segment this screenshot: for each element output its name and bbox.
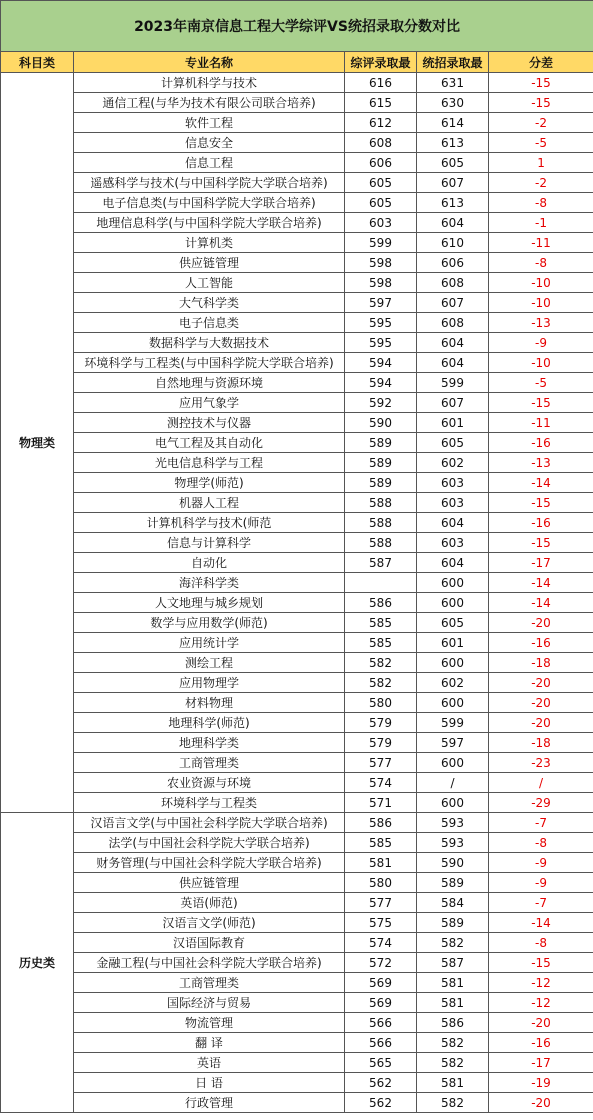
comprehensive-score-cell: 594 (345, 373, 417, 393)
unified-score-cell: 602 (417, 673, 489, 693)
major-name-cell: 供应链管理 (74, 253, 345, 273)
major-name-cell: 人工智能 (74, 273, 345, 293)
comprehensive-score-cell: 603 (345, 213, 417, 233)
table-row (1, 953, 593, 973)
major-name-cell: 人文地理与城乡规划 (74, 593, 345, 613)
table-row (1, 353, 593, 373)
score-difference-cell: -16 (489, 633, 593, 653)
unified-score-cell: 600 (417, 593, 489, 613)
comprehensive-score-cell: 566 (345, 1013, 417, 1033)
major-name-cell: 汉语国际教育 (74, 933, 345, 953)
score-difference-cell: -17 (489, 1053, 593, 1073)
comprehensive-score-cell: 572 (345, 953, 417, 973)
comprehensive-score-cell: 598 (345, 273, 417, 293)
comprehensive-score-cell: 589 (345, 473, 417, 493)
table-row (1, 653, 593, 673)
unified-score-cell: 613 (417, 193, 489, 213)
comprehensive-score-cell: 589 (345, 453, 417, 473)
unified-score-cell: 603 (417, 473, 489, 493)
table-row (1, 533, 593, 553)
unified-score-cell: 605 (417, 153, 489, 173)
score-difference-cell: -16 (489, 433, 593, 453)
unified-score-cell: 584 (417, 893, 489, 913)
table-row (1, 233, 593, 253)
table-row (1, 793, 593, 813)
major-name-cell: 信息工程 (74, 153, 345, 173)
unified-score-cell: 610 (417, 233, 489, 253)
score-difference-cell: -20 (489, 673, 593, 693)
table-row (1, 253, 593, 273)
table-row (1, 613, 593, 633)
comprehensive-score-cell: 606 (345, 153, 417, 173)
table-row (1, 433, 593, 453)
major-name-cell: 英语(师范) (74, 893, 345, 913)
table-row (1, 293, 593, 313)
comprehensive-score-cell: 588 (345, 533, 417, 553)
table-row (1, 553, 593, 573)
unified-score-cell: 604 (417, 553, 489, 573)
score-difference-cell: -11 (489, 413, 593, 433)
comprehensive-score-cell: 582 (345, 653, 417, 673)
table-row (1, 213, 593, 233)
table-row (1, 633, 593, 653)
comprehensive-score-cell: 566 (345, 1033, 417, 1053)
comprehensive-score-cell: 562 (345, 1093, 417, 1113)
major-name-cell: 地理科学类 (74, 733, 345, 753)
comprehensive-score-cell: 580 (345, 693, 417, 713)
table-row (1, 1013, 593, 1033)
unified-score-cell: 582 (417, 1093, 489, 1113)
unified-score-cell: 600 (417, 753, 489, 773)
major-name-cell: 应用物理学 (74, 673, 345, 693)
unified-score-cell: 590 (417, 853, 489, 873)
header-unified-score: 统招录取最 (417, 52, 489, 73)
major-name-cell: 遥感科学与技术(与中国科学院大学联合培养) (74, 173, 345, 193)
major-name-cell: 供应链管理 (74, 873, 345, 893)
score-difference-cell: -29 (489, 793, 593, 813)
category-cell: 物理类 (1, 73, 74, 813)
major-name-cell: 汉语言文学(师范) (74, 913, 345, 933)
comprehensive-score-cell: 597 (345, 293, 417, 313)
comprehensive-score-cell: 589 (345, 433, 417, 453)
unified-score-cell: 607 (417, 393, 489, 413)
table-row (1, 393, 593, 413)
unified-score-cell: 581 (417, 993, 489, 1013)
major-name-cell: 英语 (74, 1053, 345, 1073)
score-difference-cell: -23 (489, 753, 593, 773)
unified-score-cell: 589 (417, 873, 489, 893)
comprehensive-score-cell: 587 (345, 553, 417, 573)
score-difference-cell: -18 (489, 733, 593, 753)
major-name-cell: 海洋科学类 (74, 573, 345, 593)
major-name-cell: 软件工程 (74, 113, 345, 133)
major-name-cell: 应用气象学 (74, 393, 345, 413)
table-row (1, 993, 593, 1013)
comprehensive-score-cell: 605 (345, 193, 417, 213)
major-name-cell: 法学(与中国社会科学院大学联合培养) (74, 833, 345, 853)
unified-score-cell: 604 (417, 333, 489, 353)
unified-score-cell: 593 (417, 833, 489, 853)
table-row (1, 153, 593, 173)
score-difference-cell: -15 (489, 93, 593, 113)
table-row (1, 693, 593, 713)
unified-score-cell: 589 (417, 913, 489, 933)
comprehensive-score-cell: 581 (345, 853, 417, 873)
score-difference-cell: -7 (489, 813, 593, 833)
score-difference-cell: -8 (489, 933, 593, 953)
major-name-cell: 计算机类 (74, 233, 345, 253)
unified-score-cell: 582 (417, 933, 489, 953)
score-difference-cell: -11 (489, 233, 593, 253)
comprehensive-score-cell (345, 573, 417, 593)
score-difference-cell: -8 (489, 253, 593, 273)
unified-score-cell: 597 (417, 733, 489, 753)
table-body (1, 73, 593, 1113)
score-difference-cell: -2 (489, 173, 593, 193)
comprehensive-score-cell: 586 (345, 813, 417, 833)
unified-score-cell: 606 (417, 253, 489, 273)
major-name-cell: 数据科学与大数据技术 (74, 333, 345, 353)
major-name-cell: 财务管理(与中国社会科学院大学联合培养) (74, 853, 345, 873)
table-row (1, 753, 593, 773)
table-row (1, 493, 593, 513)
unified-score-cell: 607 (417, 173, 489, 193)
major-name-cell: 信息安全 (74, 133, 345, 153)
unified-score-cell: 581 (417, 973, 489, 993)
comprehensive-score-cell: 615 (345, 93, 417, 113)
table-row (1, 853, 593, 873)
unified-score-cell: 593 (417, 813, 489, 833)
score-difference-cell: -20 (489, 613, 593, 633)
comprehensive-score-cell: 592 (345, 393, 417, 413)
major-name-cell: 光电信息科学与工程 (74, 453, 345, 473)
table-row (1, 93, 593, 113)
comprehensive-score-cell: 569 (345, 993, 417, 1013)
major-name-cell: 环境科学与工程类 (74, 793, 345, 813)
score-difference-cell: -10 (489, 293, 593, 313)
score-difference-cell: -10 (489, 353, 593, 373)
table-row (1, 73, 593, 93)
table-row (1, 1053, 593, 1073)
major-name-cell: 测绘工程 (74, 653, 345, 673)
unified-score-cell: 602 (417, 453, 489, 473)
table-row (1, 713, 593, 733)
score-difference-cell: -14 (489, 573, 593, 593)
score-difference-cell: -15 (489, 73, 593, 93)
comprehensive-score-cell: 594 (345, 353, 417, 373)
major-name-cell: 行政管理 (74, 1093, 345, 1113)
comprehensive-score-cell: 565 (345, 1053, 417, 1073)
major-name-cell: 电子信息类(与中国科学院大学联合培养) (74, 193, 345, 213)
comprehensive-score-cell: 579 (345, 713, 417, 733)
major-name-cell: 农业资源与环境 (74, 773, 345, 793)
major-name-cell: 日 语 (74, 1073, 345, 1093)
table-title: 2023年南京信息工程大学综评VS统招录取分数对比 (1, 1, 593, 52)
unified-score-cell: 587 (417, 953, 489, 973)
table-row (1, 913, 593, 933)
unified-score-cell: 613 (417, 133, 489, 153)
unified-score-cell: 631 (417, 73, 489, 93)
major-name-cell: 金融工程(与中国社会科学院大学联合培养) (74, 953, 345, 973)
table-row (1, 313, 593, 333)
score-difference-cell: -9 (489, 333, 593, 353)
table-row (1, 773, 593, 793)
comprehensive-score-cell: 569 (345, 973, 417, 993)
comprehensive-score-cell: 612 (345, 113, 417, 133)
score-difference-cell: -18 (489, 653, 593, 673)
major-name-cell: 数学与应用数学(师范) (74, 613, 345, 633)
score-difference-cell: / (489, 773, 593, 793)
comprehensive-score-cell: 605 (345, 173, 417, 193)
major-name-cell: 电子信息类 (74, 313, 345, 333)
comprehensive-score-cell: 595 (345, 313, 417, 333)
table-row (1, 833, 593, 853)
score-difference-cell: -1 (489, 213, 593, 233)
score-difference-cell: -16 (489, 513, 593, 533)
score-difference-cell: -9 (489, 873, 593, 893)
table-row (1, 473, 593, 493)
score-difference-cell: -15 (489, 393, 593, 413)
table-row (1, 1073, 593, 1093)
unified-score-cell: 605 (417, 433, 489, 453)
score-difference-cell: -14 (489, 913, 593, 933)
unified-score-cell: 608 (417, 273, 489, 293)
major-name-cell: 地理科学(师范) (74, 713, 345, 733)
unified-score-cell: 600 (417, 653, 489, 673)
score-difference-cell: -10 (489, 273, 593, 293)
unified-score-cell: 600 (417, 693, 489, 713)
table-row (1, 1093, 593, 1113)
comprehensive-score-cell: 595 (345, 333, 417, 353)
score-difference-cell: -13 (489, 453, 593, 473)
comprehensive-score-cell: 616 (345, 73, 417, 93)
table-row (1, 453, 593, 473)
score-difference-cell: -13 (489, 313, 593, 333)
table-row (1, 593, 593, 613)
unified-score-cell: 582 (417, 1033, 489, 1053)
unified-score-cell: 601 (417, 633, 489, 653)
score-difference-cell: -5 (489, 133, 593, 153)
unified-score-cell: 607 (417, 293, 489, 313)
score-difference-cell: -19 (489, 1073, 593, 1093)
unified-score-cell: 605 (417, 613, 489, 633)
comprehensive-score-cell: 588 (345, 493, 417, 513)
comprehensive-score-cell: 574 (345, 773, 417, 793)
major-name-cell: 工商管理类 (74, 753, 345, 773)
major-name-cell: 自动化 (74, 553, 345, 573)
table-row (1, 933, 593, 953)
table-row (1, 133, 593, 153)
score-difference-cell: -8 (489, 193, 593, 213)
score-difference-cell: 1 (489, 153, 593, 173)
comprehensive-score-cell: 577 (345, 753, 417, 773)
table-row (1, 1033, 593, 1053)
score-difference-cell: -17 (489, 553, 593, 573)
major-name-cell: 大气科学类 (74, 293, 345, 313)
comprehensive-score-cell: 599 (345, 233, 417, 253)
score-difference-cell: -15 (489, 953, 593, 973)
score-difference-cell: -7 (489, 893, 593, 913)
comprehensive-score-cell: 577 (345, 893, 417, 913)
unified-score-cell: 603 (417, 533, 489, 553)
score-difference-cell: -12 (489, 993, 593, 1013)
major-name-cell: 地理信息科学(与中国科学院大学联合培养) (74, 213, 345, 233)
score-difference-cell: -14 (489, 593, 593, 613)
unified-score-cell: 604 (417, 513, 489, 533)
comprehensive-score-cell: 585 (345, 613, 417, 633)
score-difference-cell: -9 (489, 853, 593, 873)
major-name-cell: 信息与计算科学 (74, 533, 345, 553)
score-difference-cell: -15 (489, 493, 593, 513)
major-name-cell: 材料物理 (74, 693, 345, 713)
score-difference-cell: -14 (489, 473, 593, 493)
category-cell: 历史类 (1, 813, 74, 1113)
table-row (1, 413, 593, 433)
table-row (1, 193, 593, 213)
comprehensive-score-cell: 582 (345, 673, 417, 693)
major-name-cell: 国际经济与贸易 (74, 993, 345, 1013)
major-name-cell: 环境科学与工程类(与中国科学院大学联合培养) (74, 353, 345, 373)
major-name-cell: 计算机科学与技术(师范 (74, 513, 345, 533)
unified-score-cell: 600 (417, 793, 489, 813)
unified-score-cell: / (417, 773, 489, 793)
unified-score-cell: 630 (417, 93, 489, 113)
table-row (1, 373, 593, 393)
unified-score-cell: 582 (417, 1053, 489, 1073)
unified-score-cell: 614 (417, 113, 489, 133)
comprehensive-score-cell: 585 (345, 833, 417, 853)
score-difference-cell: -12 (489, 973, 593, 993)
unified-score-cell: 604 (417, 213, 489, 233)
comprehensive-score-cell: 580 (345, 873, 417, 893)
table-row (1, 873, 593, 893)
unified-score-cell: 581 (417, 1073, 489, 1093)
major-name-cell: 计算机科学与技术 (74, 73, 345, 93)
table-row (1, 973, 593, 993)
table-row (1, 573, 593, 593)
score-difference-cell: -8 (489, 833, 593, 853)
header-comprehensive-score: 综评录取最 (345, 52, 417, 73)
table-row (1, 893, 593, 913)
comprehensive-score-cell: 562 (345, 1073, 417, 1093)
major-name-cell: 自然地理与资源环境 (74, 373, 345, 393)
comprehensive-score-cell: 575 (345, 913, 417, 933)
unified-score-cell: 586 (417, 1013, 489, 1033)
table-row (1, 333, 593, 353)
comprehensive-score-cell: 608 (345, 133, 417, 153)
score-difference-cell: -20 (489, 1013, 593, 1033)
comprehensive-score-cell: 585 (345, 633, 417, 653)
major-name-cell: 汉语言文学(与中国社会科学院大学联合培养) (74, 813, 345, 833)
major-name-cell: 电气工程及其自动化 (74, 433, 345, 453)
unified-score-cell: 608 (417, 313, 489, 333)
score-difference-cell: -2 (489, 113, 593, 133)
header-difference: 分差 (489, 52, 593, 73)
comprehensive-score-cell: 579 (345, 733, 417, 753)
unified-score-cell: 601 (417, 413, 489, 433)
major-name-cell: 机器人工程 (74, 493, 345, 513)
table-row (1, 733, 593, 753)
unified-score-cell: 599 (417, 373, 489, 393)
header-major: 专业名称 (74, 52, 345, 73)
major-name-cell: 测控技术与仪器 (74, 413, 345, 433)
comprehensive-score-cell: 588 (345, 513, 417, 533)
unified-score-cell: 599 (417, 713, 489, 733)
major-name-cell: 通信工程(与华为技术有限公司联合培养) (74, 93, 345, 113)
comprehensive-score-cell: 586 (345, 593, 417, 613)
table-row (1, 273, 593, 293)
score-difference-cell: -20 (489, 693, 593, 713)
major-name-cell: 工商管理类 (74, 973, 345, 993)
table-row (1, 513, 593, 533)
unified-score-cell: 603 (417, 493, 489, 513)
header-category: 科目类 (1, 52, 74, 73)
unified-score-cell: 600 (417, 573, 489, 593)
score-difference-cell: -5 (489, 373, 593, 393)
comprehensive-score-cell: 574 (345, 933, 417, 953)
table-row (1, 673, 593, 693)
major-name-cell: 物流管理 (74, 1013, 345, 1033)
table-row (1, 813, 593, 833)
table-row (1, 113, 593, 133)
comprehensive-score-cell: 571 (345, 793, 417, 813)
table-row (1, 173, 593, 193)
score-difference-cell: -15 (489, 533, 593, 553)
comprehensive-score-cell: 590 (345, 413, 417, 433)
major-name-cell: 物理学(师范) (74, 473, 345, 493)
unified-score-cell: 604 (417, 353, 489, 373)
comprehensive-score-cell: 598 (345, 253, 417, 273)
major-name-cell: 应用统计学 (74, 633, 345, 653)
score-difference-cell: -20 (489, 713, 593, 733)
score-difference-cell: -20 (489, 1093, 593, 1113)
major-name-cell: 翻 译 (74, 1033, 345, 1053)
score-difference-cell: -16 (489, 1033, 593, 1053)
